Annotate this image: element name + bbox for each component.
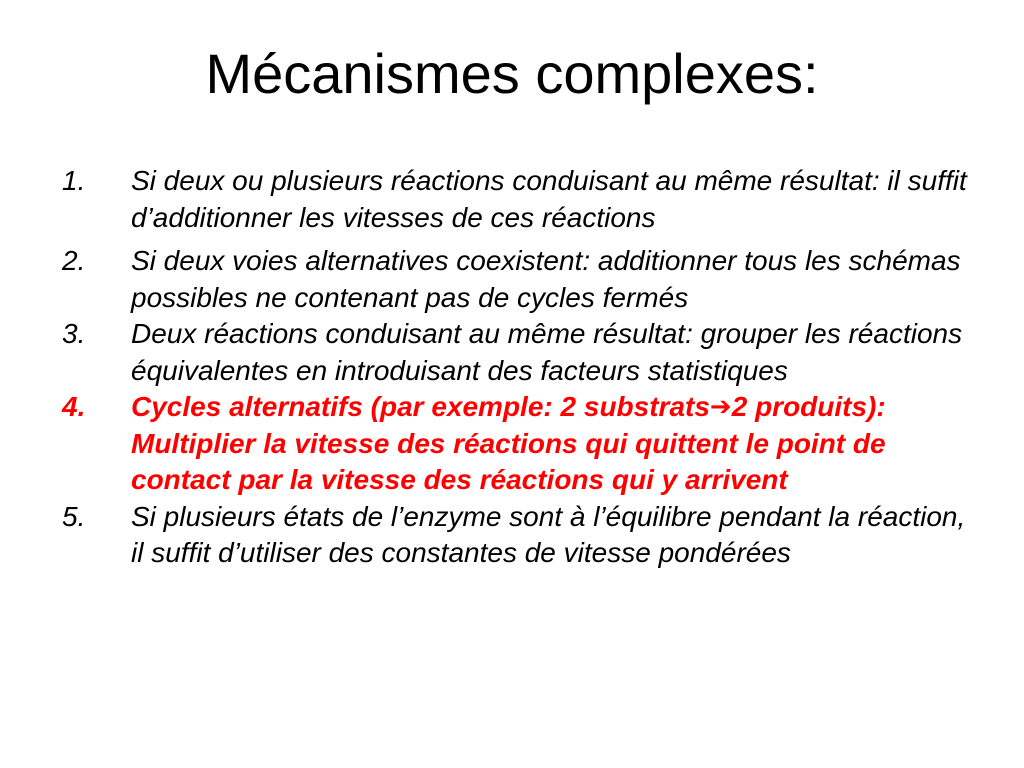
item-number: 5. xyxy=(62,500,86,532)
right-arrow-icon: ➔ xyxy=(709,392,732,422)
numbered-list xyxy=(62,163,972,572)
item-text: Si deux voies alternatives coexistent: additionner tous les schémas possibles ne contenant pas de cycles fermés xyxy=(131,245,961,313)
list-item-5 xyxy=(62,499,972,572)
item-number: 2. xyxy=(62,245,86,276)
list-item-3 xyxy=(62,316,972,389)
slide-title: Mécanismes complexes: xyxy=(205,42,819,105)
list-item-1 xyxy=(62,163,972,236)
item-text: Si deux ou plusieurs réactions conduisant au même résultat: il suffit d’additionner les vitesses de ces réactions xyxy=(131,165,967,233)
list-item-4-highlighted xyxy=(62,389,972,499)
item-number: 1. xyxy=(62,165,86,196)
item-number: 3. xyxy=(62,318,86,349)
item-text-after-arrow: 2 produits): Multiplier la vitesse des réactions qui quittent le point de contact par la vitesse des réactions qui y arrivent xyxy=(131,391,886,495)
item-text: Si plusieurs états de l’enzyme sont à l’équilibre pendant la réaction, il suffit d’utiliser des constantes de vitesse pondérées xyxy=(131,500,966,568)
list-item-2 xyxy=(62,243,972,316)
item-number: 4. xyxy=(62,391,86,422)
item-text-before-arrow: Cycles alternatifs (par exemple: 2 substrats xyxy=(131,391,710,422)
item-text: Deux réactions conduisant au même résultat: grouper les réactions équivalentes en introduisant des facteurs statistiques xyxy=(131,318,963,386)
